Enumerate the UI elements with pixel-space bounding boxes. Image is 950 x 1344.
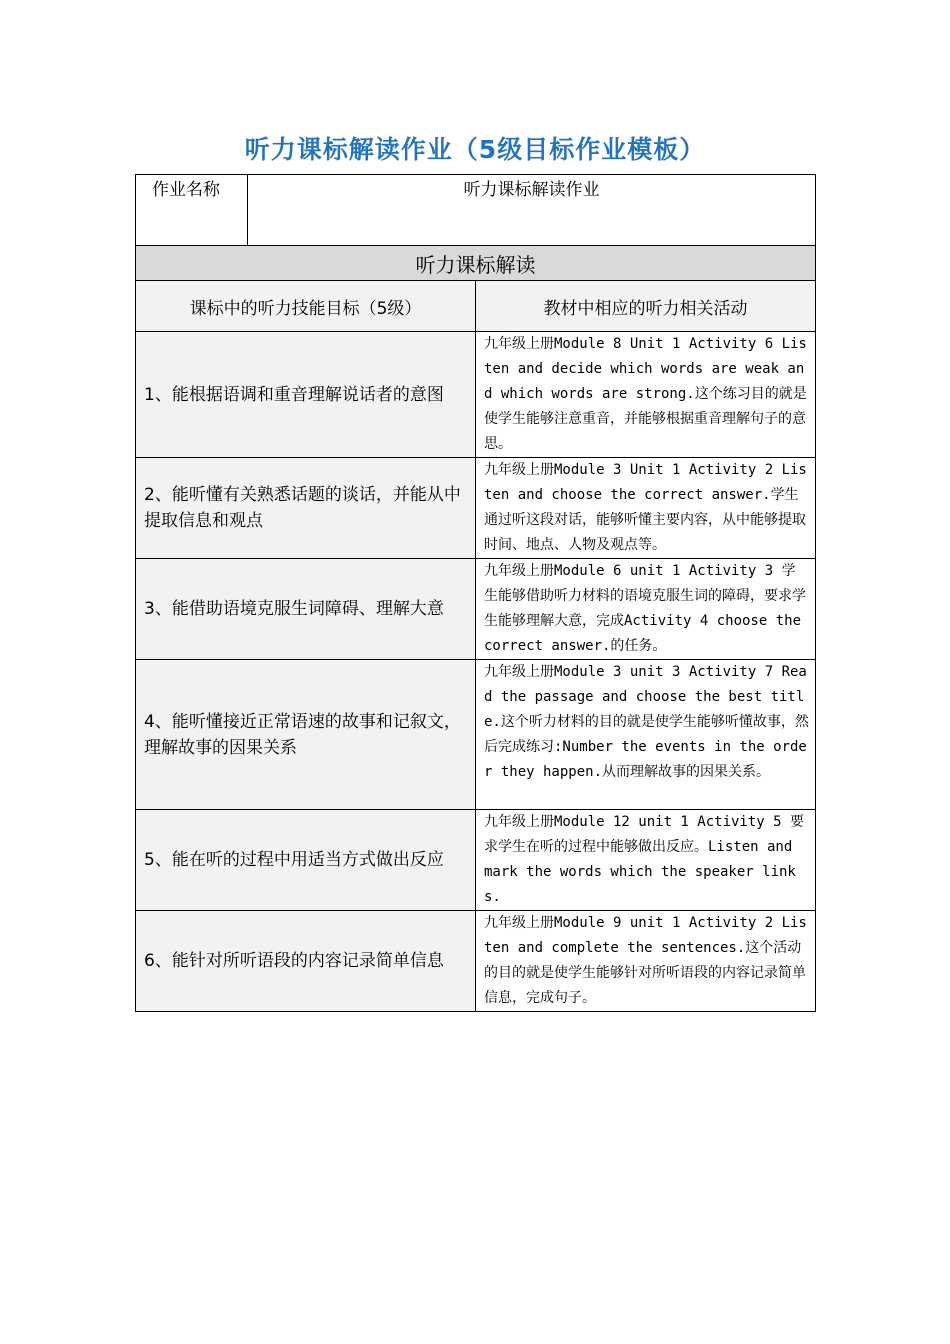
activity-cell: 九年级上册Module 3 Unit 1 Activity 2 Listen and choose the correct answer.学生通过听这段对话，能够听懂主要内容，从中能够提取时间、地点、人物及观点等。 [476, 458, 816, 559]
document-title: 听力课标解读作业（5级目标作业模板） [244, 135, 706, 164]
activity-cell: 九年级上册Module 3 unit 3 Activity 7 Read the passage and choose the best title.这个听力材料的目的就是使学生能够听懂故事，然后完成练习:Number the events in the order they happen.从而理解故事的因果关系。 [476, 660, 816, 810]
assignment-name-label: 作业名称 [136, 175, 248, 246]
goal-cell: 5、能在听的过程中用适当方式做出反应 [136, 810, 476, 911]
column-header-row [136, 281, 816, 332]
goal-cell: 1、能根据语调和重音理解说话者的意图 [136, 332, 476, 458]
table-row [136, 810, 816, 911]
section-header-row [136, 246, 816, 281]
activity-cell: 九年级上册Module 8 Unit 1 Activity 6 Listen and decide which words are weak and which words are strong.这个练习目的就是使学生能够注意重音，并能够根据重音理解句子的意思。 [476, 332, 816, 458]
goal-cell: 6、能针对所听语段的内容记录简单信息 [136, 911, 476, 1012]
goal-cell: 2、能听懂有关熟悉话题的谈话，并能从中提取信息和观点 [136, 458, 476, 559]
activity-cell: 九年级上册Module 6 unit 1 Activity 3 学生能够借助听力材料的语境克服生词的障碍，要求学生能够理解大意，完成Activity 4 choose the correct answer.的任务。 [476, 559, 816, 660]
activity-cell: 九年级上册Module 12 unit 1 Activity 5 要求学生在听的过程中能够做出反应。Listen and mark the words which the speaker links. [476, 810, 816, 911]
assignment-table [135, 174, 816, 1012]
assignment-name-value: 听力课标解读作业 [248, 175, 816, 246]
goal-cell: 3、能借助语境克服生词障碍、理解大意 [136, 559, 476, 660]
goal-cell: 4、能听懂接近正常语速的故事和记叙文，理解故事的因果关系 [136, 660, 476, 810]
assignment-name-row [136, 175, 816, 246]
column-header-activity: 教材中相应的听力相关活动 [476, 281, 816, 332]
table-row [136, 660, 816, 810]
section-header: 听力课标解读 [136, 246, 816, 281]
column-header-goal: 课标中的听力技能目标（5级） [136, 281, 476, 332]
table-row [136, 332, 816, 458]
table-row [136, 458, 816, 559]
activity-cell: 九年级上册Module 9 unit 1 Activity 2 Listen and complete the sentences.这个活动的目的就是使学生能够针对所听语段的内容记录简单信息，完成句子。 [476, 911, 816, 1012]
table-row [136, 911, 816, 1012]
table-row [136, 559, 816, 660]
